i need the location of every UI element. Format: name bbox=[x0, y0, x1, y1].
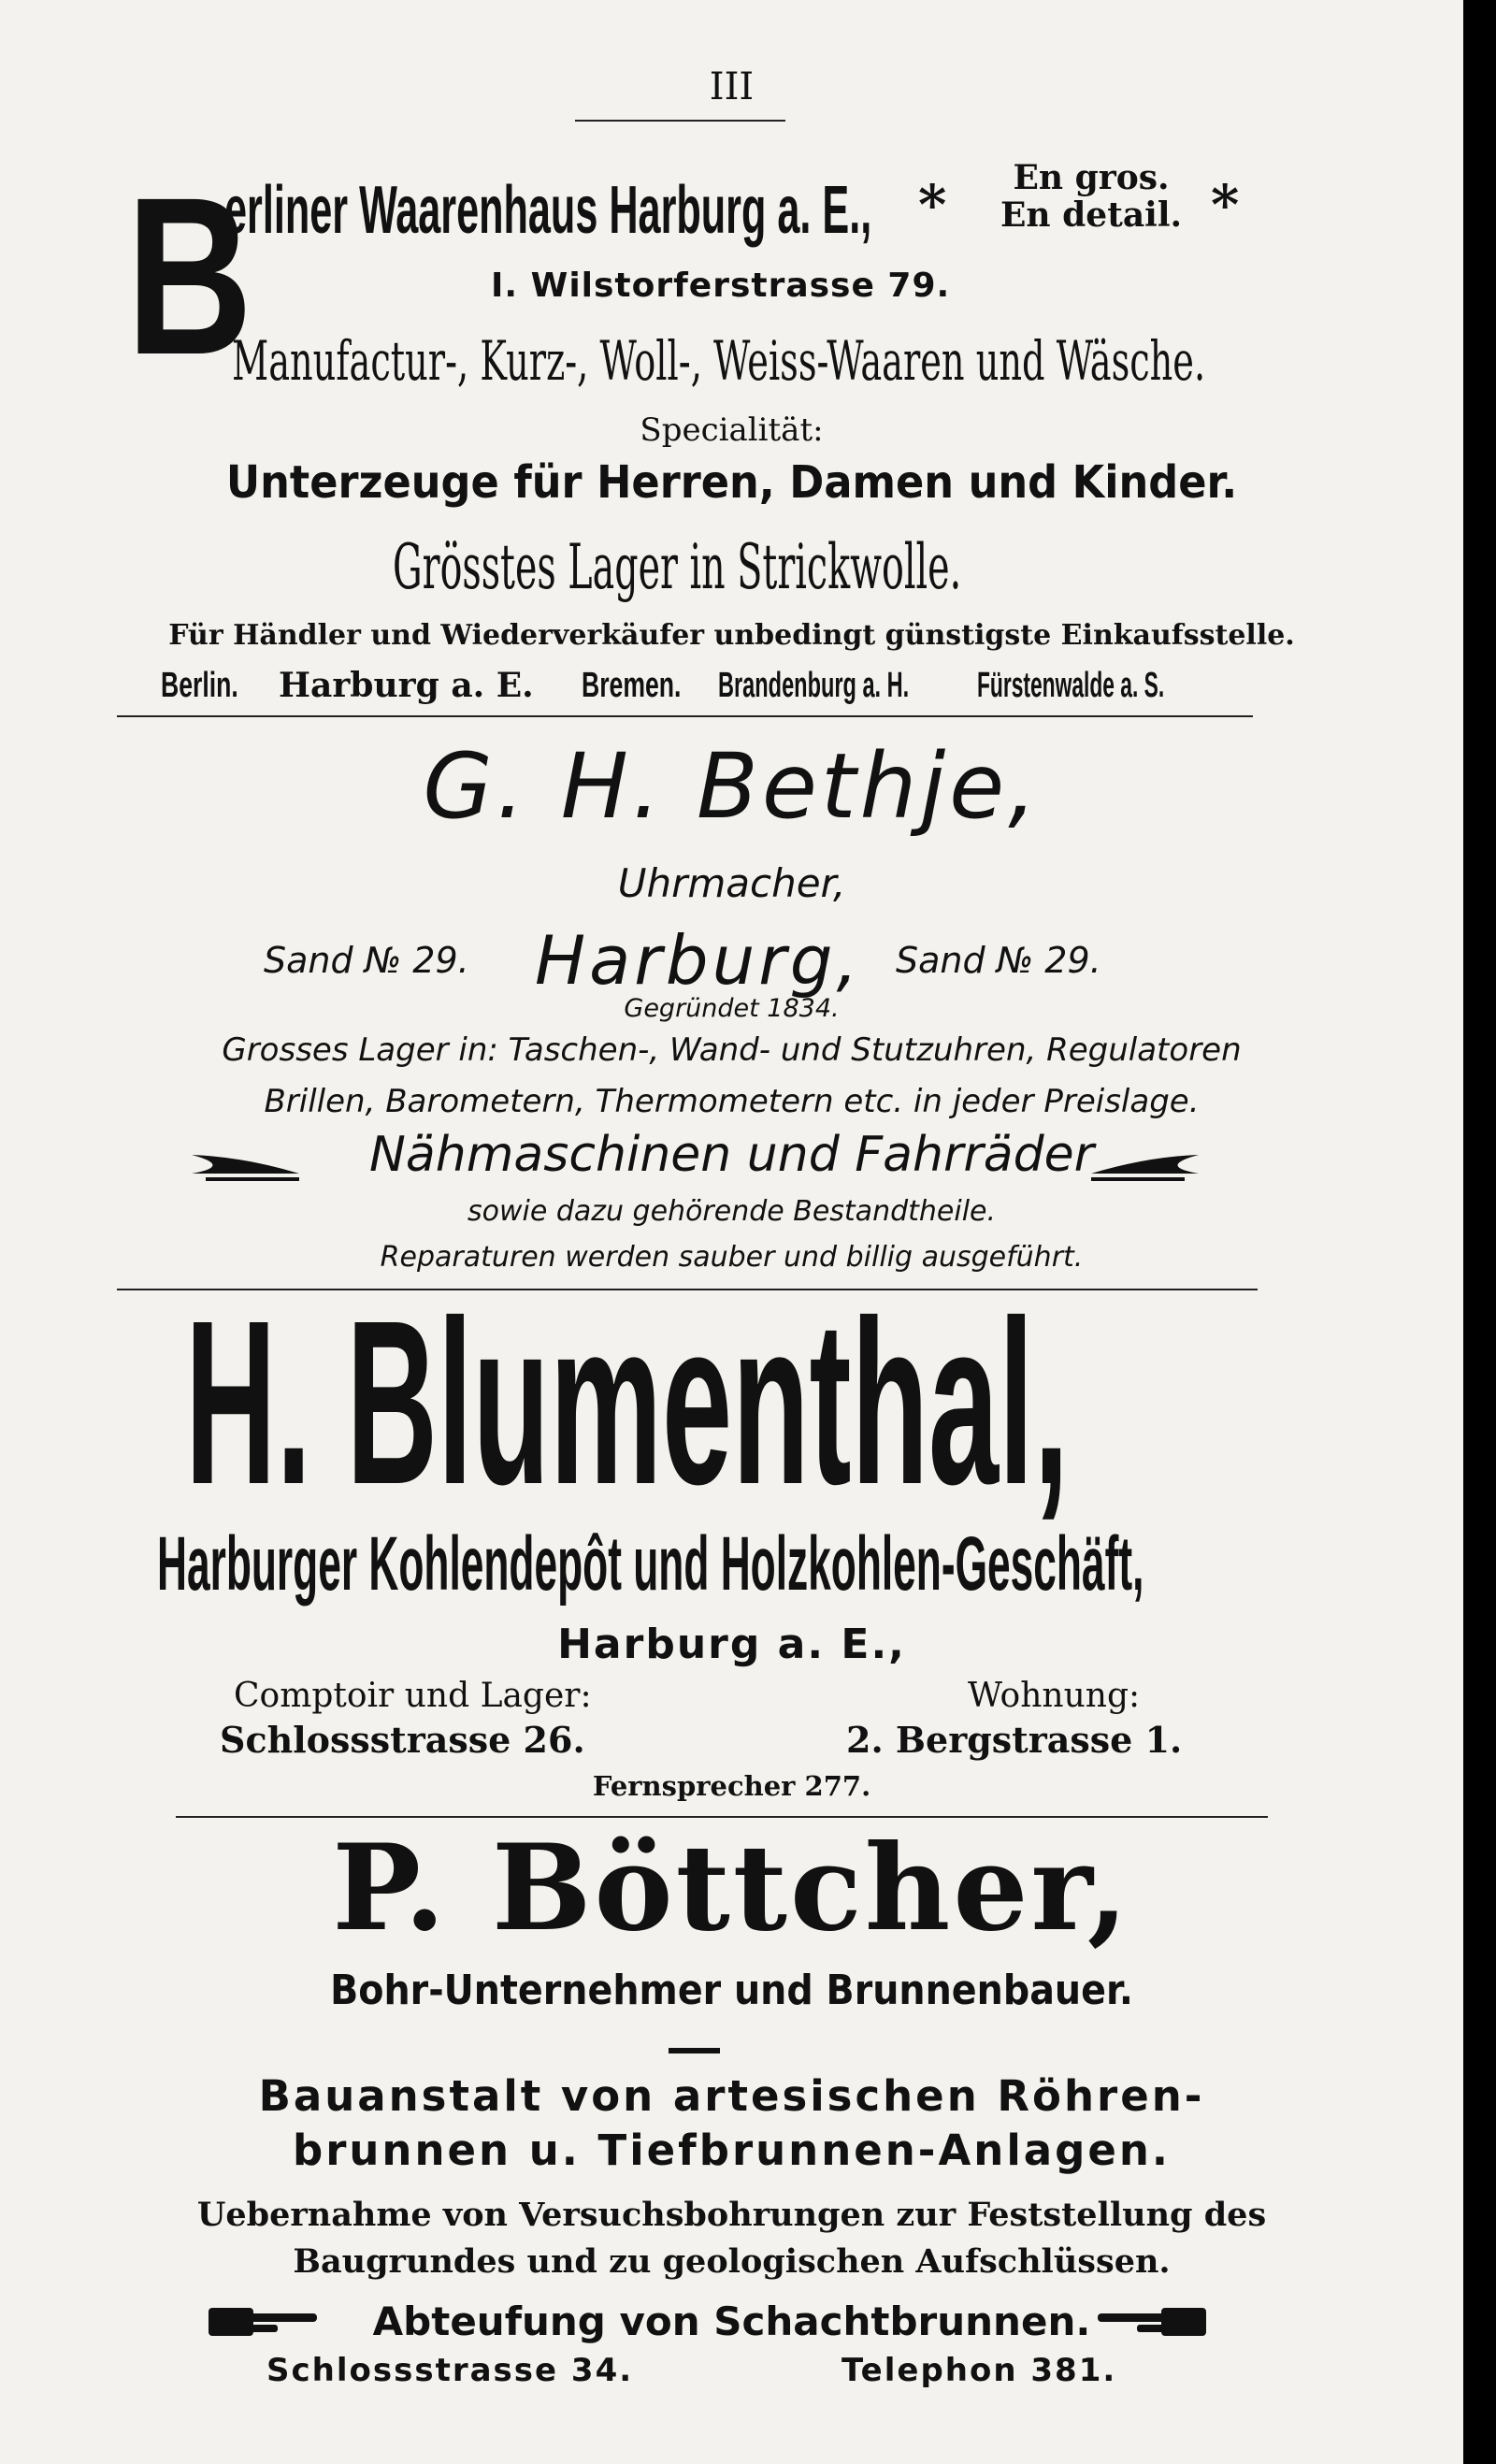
ad1-en-detail: En detail. bbox=[1000, 195, 1183, 235]
ad4-trade: Bohr-Unternehmer und Brunnenbauer. bbox=[330, 1967, 1133, 2014]
ad1-branch-berlin: Berlin. bbox=[161, 666, 238, 705]
ad1-dealers: Für Händler und Wiederverkäufer unbedingt günstigste Einkaufsstelle. bbox=[168, 619, 1295, 652]
ad2-line1: Grosses Lager in: Taschen-, Wand- und Stutzuhren, Regulatoren bbox=[222, 1031, 1242, 1069]
ad1-star-left: * bbox=[918, 173, 947, 237]
page-number: III bbox=[709, 65, 755, 108]
ad3-city: Harburg a. E., bbox=[557, 1621, 906, 1668]
ad2-address-left: Sand № 29. bbox=[264, 940, 469, 981]
ad2-profession: Uhrmacher, bbox=[617, 860, 846, 906]
ad4-line2: brunnen u. Tiefbrunnen-Anlagen. bbox=[292, 2125, 1171, 2175]
right-flourish-icon bbox=[1086, 1146, 1203, 1183]
ad3-phone: Fernsprecher 277. bbox=[592, 1770, 871, 1802]
ad4-address: Schlossstrasse 34. bbox=[266, 2352, 634, 2389]
ad1-initial: B bbox=[126, 151, 253, 401]
ad2-address-right: Sand № 29. bbox=[896, 940, 1101, 981]
ad3-home-address: 2. Bergstrasse 1. bbox=[846, 1719, 1183, 1761]
divider-1 bbox=[117, 715, 1253, 717]
ad3-office-address: Schlossstrasse 26. bbox=[220, 1719, 585, 1761]
ad2-highlight: Nähmaschinen und Fahrräder bbox=[369, 1127, 1094, 1183]
ad1-branch-harburg: Harburg a. E. bbox=[279, 666, 534, 705]
ad3-name: H. Blumenthal, bbox=[185, 1272, 1070, 1533]
pointing-hand-right-icon bbox=[1094, 2302, 1206, 2340]
ad2-line3: sowie dazu gehörende Bestandtheile. bbox=[467, 1195, 997, 1228]
ad3-office-label: Comptoir und Lager: bbox=[234, 1677, 592, 1715]
ad2-line4: Reparaturen werden sauber und billig ausgeführt. bbox=[380, 1241, 1084, 1274]
ad3-home-label: Wohnung: bbox=[968, 1677, 1141, 1715]
divider-3 bbox=[176, 1816, 1268, 1818]
ad1-specialty-label: Specialität: bbox=[640, 411, 824, 449]
ad2-founded: Gegründet 1834. bbox=[624, 994, 840, 1023]
ad1-goods: Manufactur-, Kurz-, Woll-, Weiss-Waaren und Wäsche. bbox=[232, 329, 1206, 393]
ad4-line5: Abteufung von Schachtbrunnen. bbox=[372, 2298, 1091, 2344]
ad3-business: Harburger Kohlendepôt und Holzkohlen-Geschäft, bbox=[157, 1521, 1144, 1607]
ad4-short-rule bbox=[669, 2048, 720, 2053]
ad2-name: G. H. Bethje, bbox=[423, 734, 1041, 839]
ad1-branch-brandenburg: Brandenburg a. H. bbox=[718, 666, 910, 705]
ad4-line1: Bauanstalt von artesischen Röhren- bbox=[258, 2071, 1205, 2121]
ad2-city: Harburg, bbox=[535, 921, 862, 1000]
ad1-branch-fuerstenwalde: Fürstenwalde a. S. bbox=[977, 666, 1165, 705]
ad1-branch-bremen: Bremen. bbox=[582, 666, 682, 705]
ad1-star-right: * bbox=[1211, 173, 1240, 237]
ad1-address: I. Wilstorferstrasse 79. bbox=[491, 267, 951, 305]
ad1-name: erliner Waarenhaus Harburg a. E., bbox=[224, 173, 872, 248]
ad4-phone: Telephon 381. bbox=[842, 2352, 1117, 2389]
page-number-rule bbox=[575, 120, 785, 122]
ad1-en-gros: En gros. bbox=[1013, 158, 1170, 197]
ad1-stock: Grösstes Lager in Strickwolle. bbox=[393, 531, 962, 603]
ad1-specialty: Unterzeuge für Herren, Damen und Kinder. bbox=[225, 456, 1238, 509]
ad4-line4: Baugrundes und zu geologischen Aufschlüssen. bbox=[293, 2242, 1171, 2281]
ad2-line2: Brillen, Barometern, Thermometern etc. in jeder Preislage. bbox=[264, 1083, 1200, 1120]
ad4-name: P. Böttcher, bbox=[332, 1819, 1131, 1957]
ad4-line3: Uebernahme von Versuchsbohrungen zur Feststellung des bbox=[196, 2196, 1267, 2234]
